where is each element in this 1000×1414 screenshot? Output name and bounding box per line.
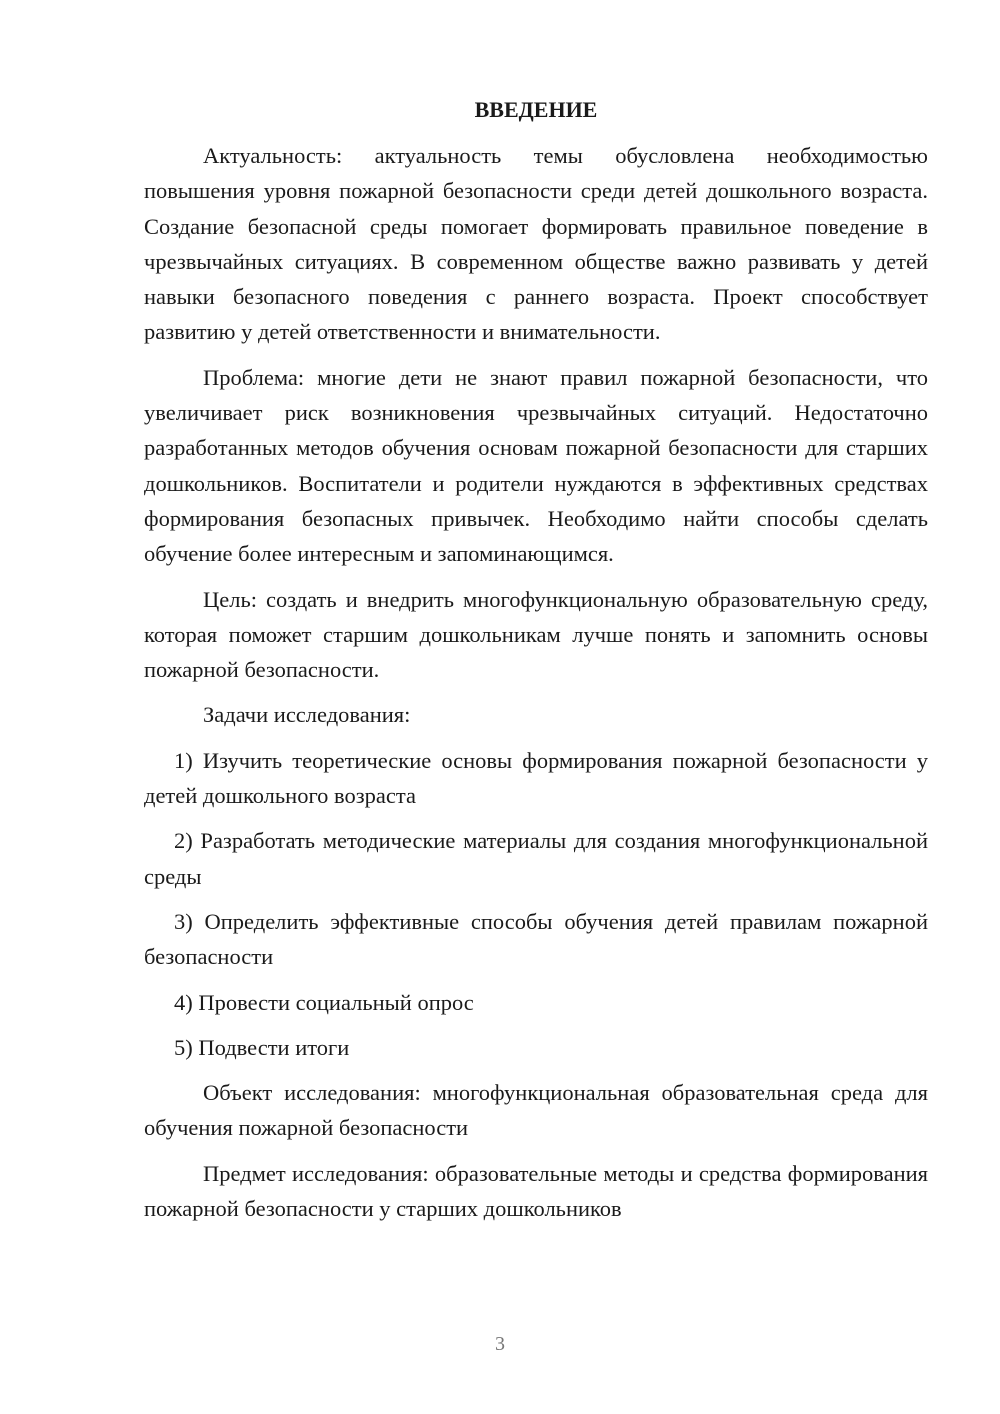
task-item-2: 2) Разработать методические материалы для создания многофункциональной среды — [144, 828, 928, 889]
relevance-paragraph: Актуальность: актуальность темы обусловлена необходимостью повышения уровня пожарной безопасности среди детей дошкольного возраста. Создание безопасной среды помогает формировать правильное поведение в чрезвычайных ситуациях. В современном обществе важно развивать у детей навыки безопасного поведения с раннего возраста. Проект способствует развитию у детей ответственности и внимательности. — [144, 143, 928, 345]
page-number: 3 — [495, 1333, 505, 1355]
section-heading: ВВЕДЕНИЕ — [474, 97, 598, 122]
task-item-5: 5) Подвести итоги — [174, 1034, 350, 1060]
tasks-title: Задачи исследования: — [203, 702, 411, 728]
page-content — [144, 95, 928, 1236]
subject-paragraph: Предмет исследования: образовательные методы и средства формирования пожарной безопасности у старших дошкольников — [144, 1160, 928, 1222]
object-paragraph: Объект исследования: многофункциональная образовательная среда для обучения пожарной безопасности — [144, 1080, 928, 1141]
problem-paragraph: Проблема: многие дети не знают правил пожарной безопасности, что увеличивает риск возникновения чрезвычайных ситуаций. Недостаточно разработанных методов обучения основам пожарной безопасности для старших дошкольников. Воспитатели и родители нуждаются в эффективных средствах формирования безопасных привычек. Необходимо найти способы сделать обучение более интересным и запоминающимся. — [144, 364, 928, 567]
task-item-3: 3) Определить эффективные способы обучения детей правилам пожарной безопасности — [144, 908, 928, 970]
task-item-1: 1) Изучить теоретические основы формирования пожарной безопасности у детей дошкольного возраста — [144, 747, 928, 809]
goal-paragraph: Цель: создать и внедрить многофункциональную образовательную среду, которая поможет старшим дошкольникам лучше понять и запомнить основы пожарной безопасности. — [144, 586, 928, 683]
task-item-4: 4) Провести социальный опрос — [174, 989, 474, 1015]
